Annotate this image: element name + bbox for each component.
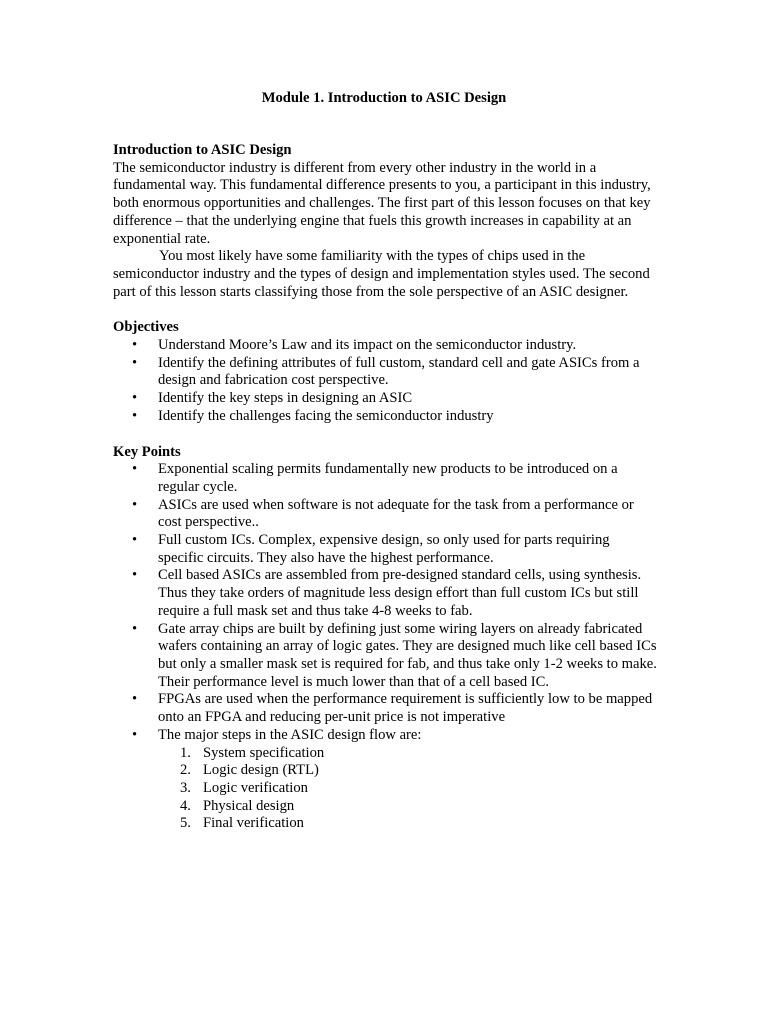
section-spacer bbox=[113, 426, 658, 444]
key-point-item: • FPGAs are used when the performance requirement is sufficiently low to be mapped onto an FPGA and reducing per-unit price is not imperative bbox=[113, 691, 658, 726]
objectives-list bbox=[113, 337, 658, 426]
intro-paragraph-2: You most likely have some familiarity with the types of chips used in the semiconductor industry and the types of design and implementation styles used. The second part of this lesson starts classifying those from the sole perspective of an ASIC designer. bbox=[113, 248, 650, 300]
step-text: Physical design bbox=[203, 797, 295, 814]
design-flow-intro: The major steps in the ASIC design flow are: bbox=[158, 726, 422, 743]
intro-heading: Introduction to ASIC Design bbox=[113, 142, 292, 158]
document-body bbox=[113, 142, 658, 833]
step-text: System specification bbox=[203, 744, 325, 761]
key-point-item: • Full custom ICs. Complex, expensive design, so only used for parts requiring specific circuits. They also have the highest performance. bbox=[113, 532, 658, 567]
objectives-heading: Objectives bbox=[113, 319, 179, 336]
intro-paragraph-1: The semiconductor industry is different from every other industry in the world in a fundamental way. This fundamental difference presents to you, a participant in this industry, both enormous opportunities and challenges. The first part of this lesson focuses on that key difference – that the underlying engine that fuels this growth increases in capability at an exponential rate. bbox=[113, 159, 651, 247]
design-flow-steps bbox=[158, 745, 658, 834]
design-step bbox=[158, 745, 658, 763]
design-step bbox=[158, 798, 658, 816]
step-text: Logic design (RTL) bbox=[203, 762, 319, 779]
objective-item: • Identify the key steps in designing an ASIC bbox=[113, 390, 658, 408]
key-point-item: • Gate array chips are built by defining just some wiring layers on already fabricated wafers containing an array of logic gates. They are designed much like cell based ICs but only a smaller mask set is required for fab, and thus take only 1-2 weeks to make. Their performance level is much lower than that of a cell based IC. bbox=[113, 621, 658, 692]
objective-item: • Identify the challenges facing the semiconductor industry bbox=[113, 408, 658, 426]
objective-item: • Identify the defining attributes of full custom, standard cell and gate ASICs from a design and fabrication cost perspective. bbox=[113, 355, 658, 390]
design-step bbox=[158, 815, 658, 833]
page-title: Module 1. Introduction to ASIC Design bbox=[261, 90, 507, 106]
objective-item: • Understand Moore’s Law and its impact on the semiconductor industry. bbox=[113, 337, 658, 355]
step-number: 5. bbox=[180, 815, 191, 832]
design-step bbox=[158, 780, 658, 798]
key-point-item: • Cell based ASICs are assembled from pre-designed standard cells, using synthesis. Thus they take orders of magnitude less design effort than full custom ICs but still require a full mask set and thus take 4-8 weeks to fab. bbox=[113, 567, 658, 620]
step-text: Final verification bbox=[203, 815, 304, 832]
step-number: 4. bbox=[180, 797, 191, 814]
section-spacer bbox=[113, 301, 658, 319]
step-number: 2. bbox=[180, 762, 191, 779]
key-point-item: • Exponential scaling permits fundamentally new products to be introduced on a regular cycle. bbox=[113, 461, 658, 496]
key-points-list bbox=[113, 461, 658, 833]
design-step bbox=[158, 762, 658, 780]
step-number: 1. bbox=[180, 744, 191, 761]
step-text: Logic verification bbox=[203, 779, 308, 796]
key-point-item: • ASICs are used when software is not adequate for the task from a performance or cost perspective.. bbox=[113, 497, 658, 532]
key-points-heading: Key Points bbox=[113, 443, 181, 460]
key-point-item bbox=[113, 727, 658, 833]
step-number: 3. bbox=[180, 779, 191, 796]
